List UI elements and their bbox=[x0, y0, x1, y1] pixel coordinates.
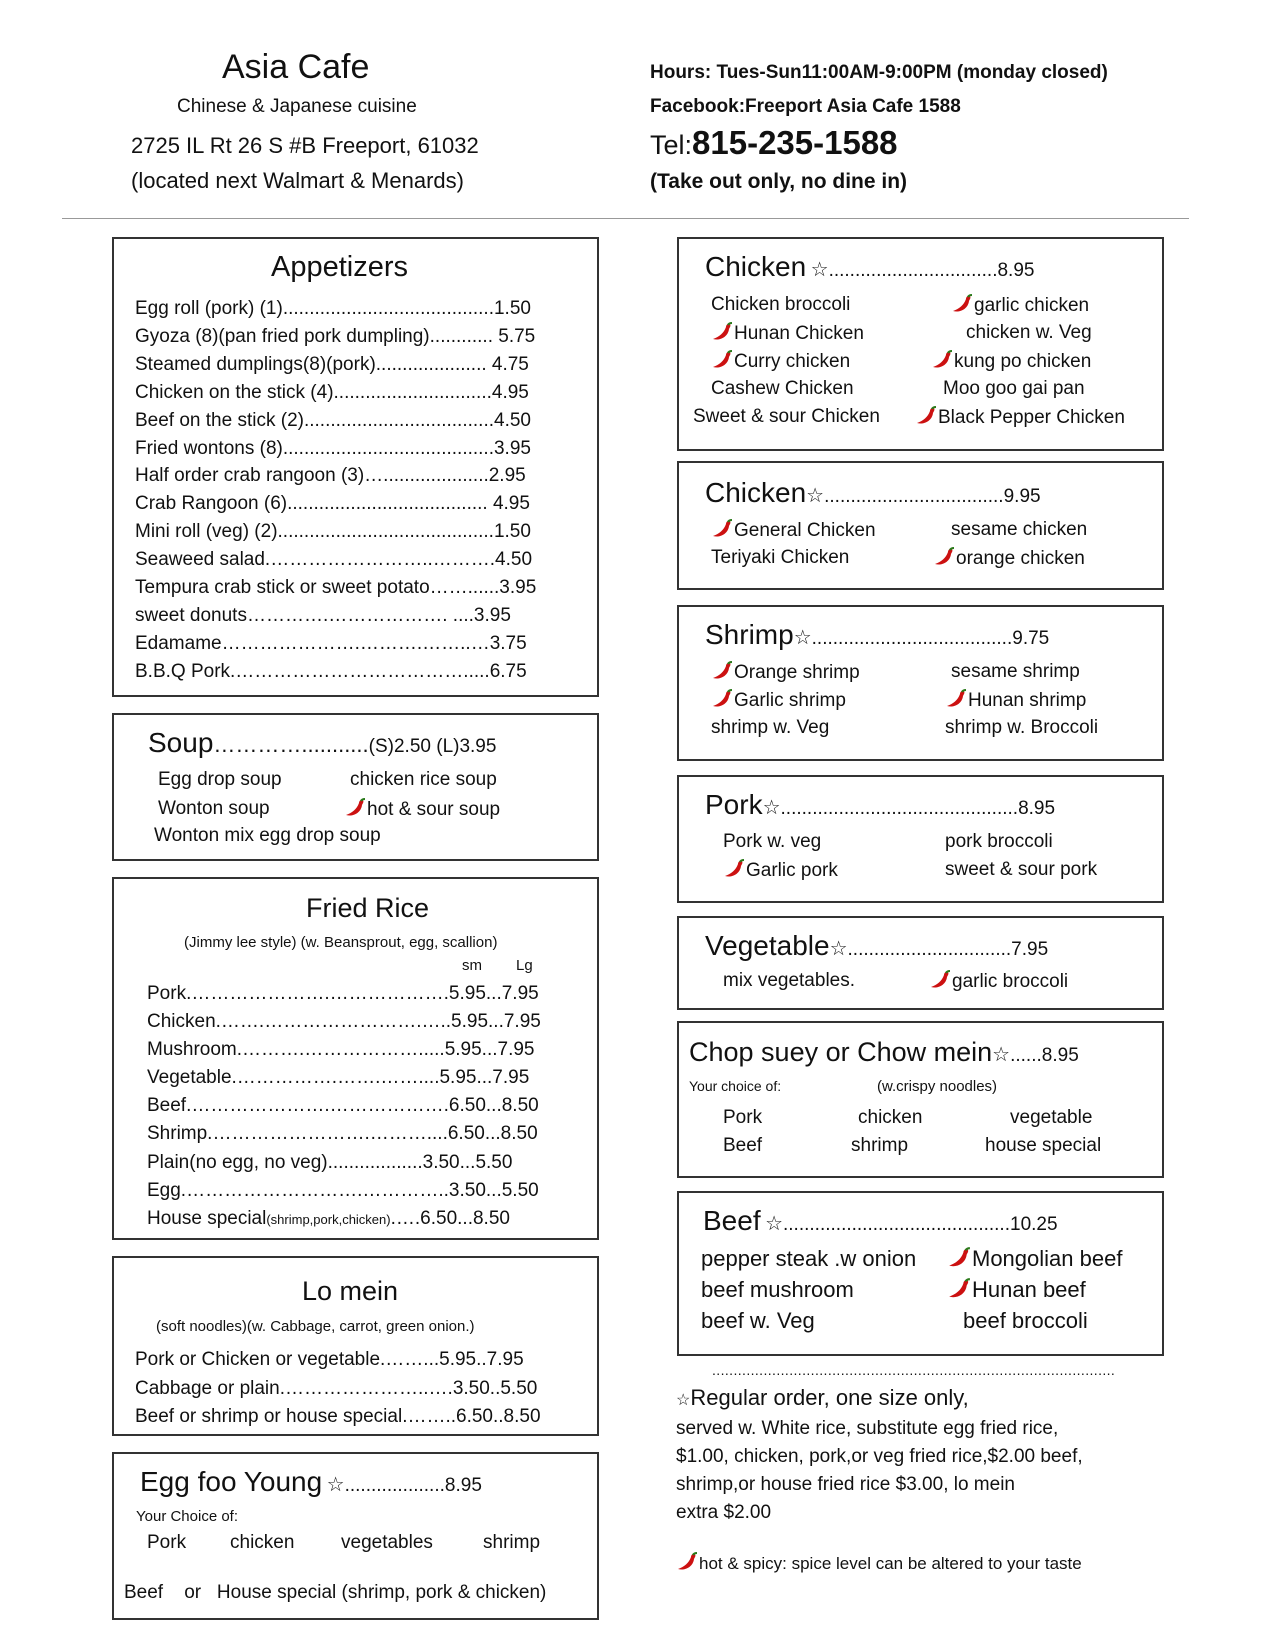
footer-divider: .............................................................................................. bbox=[712, 1362, 1116, 1378]
list-item-label: Garlic pork bbox=[746, 860, 838, 881]
option-item: vegetable bbox=[1010, 1107, 1093, 1128]
spicy-list-item bbox=[945, 689, 1086, 712]
shrimp-heading bbox=[705, 619, 1049, 651]
list-item: beef mushroom bbox=[701, 1277, 854, 1302]
appetizers-box bbox=[112, 237, 599, 697]
spicy-list-item bbox=[915, 406, 1125, 429]
hours-line: Hours: Tues-Sun11:00AM-9:00PM (monday closed) bbox=[650, 62, 1108, 83]
list-item: Tempura crab stick or sweet potato……......3.95 bbox=[135, 577, 537, 599]
spicy-list-item bbox=[711, 689, 846, 712]
chili-pepper-icon bbox=[711, 519, 733, 539]
address-line: 2725 IL Rt 26 S #B Freeport, 61032 bbox=[131, 133, 479, 158]
size-small-label: sm bbox=[462, 957, 482, 974]
pork-dots: ............................................. bbox=[780, 798, 1019, 819]
vegetable-dots: ............................... bbox=[847, 939, 1012, 960]
chop-suey-title: Chop suey or Chow mein bbox=[689, 1037, 993, 1067]
chop-suey-dots: ...... bbox=[1010, 1045, 1042, 1066]
list-item: sweet & sour pork bbox=[945, 859, 1098, 880]
fried-rice-box bbox=[112, 877, 599, 1240]
star-icon: ☆ bbox=[810, 259, 829, 281]
chicken-895-title: Chicken bbox=[705, 251, 807, 282]
shrimp-title: Shrimp bbox=[705, 619, 794, 650]
list-item: beef w. Veg bbox=[701, 1308, 815, 1333]
option-item: vegetables bbox=[341, 1532, 433, 1553]
restaurant-name: Asia Cafe bbox=[222, 48, 370, 86]
list-item-label: Garlic shrimp bbox=[734, 690, 846, 711]
egg-foo-young-dots: ................... bbox=[344, 1475, 445, 1496]
chicken-995-title: Chicken bbox=[705, 477, 807, 508]
chili-pepper-icon bbox=[951, 294, 973, 314]
list-item: Half order crab rangoon (3)…....................2.95 bbox=[135, 465, 526, 487]
list-item-label: kung po chicken bbox=[954, 351, 1092, 372]
chili-pepper-icon bbox=[933, 547, 955, 567]
fried-rice-title: Fried Rice bbox=[306, 893, 430, 923]
egg-foo-young-box bbox=[112, 1452, 599, 1620]
soup-price: (S)2.50 (L)3.95 bbox=[368, 736, 497, 757]
spicy-list-item bbox=[947, 1246, 1122, 1272]
footer-line: shrimp,or house fried rice $3.00, lo mein bbox=[676, 1474, 1015, 1495]
footer-line: served w. White rice, substitute egg fried rice, bbox=[676, 1418, 1059, 1439]
list-item-label: Hunan Chicken bbox=[734, 323, 864, 344]
choice-label: Your choice of: bbox=[689, 1078, 782, 1094]
spicy-list-item bbox=[711, 519, 876, 542]
option-item: shrimp bbox=[851, 1135, 909, 1156]
list-item: Mini roll (veg) (2).........................................1.50 bbox=[135, 521, 531, 543]
vegetable-price: 7.95 bbox=[1011, 939, 1049, 960]
pork-title: Pork bbox=[705, 789, 763, 820]
list-item-label: garlic chicken bbox=[974, 295, 1090, 316]
list-item: Chicken on the stick (4)..............................4.95 bbox=[135, 381, 529, 403]
list-item: Cabbage or plain.…………………..….3.50..5.50 bbox=[135, 1377, 538, 1399]
list-item: Pork w. veg bbox=[723, 831, 822, 852]
vegetable-heading bbox=[705, 930, 1048, 962]
list-item: Beef.………………….……………….6.50...8.50 bbox=[147, 1095, 539, 1117]
list-item-label: Hunan beef bbox=[972, 1277, 1086, 1302]
egg-foo-young-title: Egg foo Young bbox=[140, 1466, 323, 1497]
regular-order-text: Regular order, one size only, bbox=[690, 1385, 969, 1410]
chili-pepper-icon bbox=[711, 661, 733, 681]
list-item: Egg roll (pork) (1)........................................1.50 bbox=[135, 298, 531, 319]
star-icon: ☆ bbox=[992, 1044, 1011, 1066]
list-item: Beef or shrimp or house special.……..6.50..8.50 bbox=[135, 1406, 541, 1427]
chili-pepper-icon bbox=[931, 350, 953, 370]
spicy-legend-text: hot & spicy: spice level can be altered to your taste bbox=[699, 1554, 1082, 1573]
chili-pepper-icon bbox=[676, 1552, 698, 1572]
option-item: Pork bbox=[723, 1107, 763, 1128]
list-item: Pork or Chicken or vegetable.……...5.95..7.95 bbox=[135, 1349, 524, 1370]
list-item: sesame shrimp bbox=[951, 661, 1080, 682]
chili-pepper-icon bbox=[344, 798, 366, 818]
shrimp-dots: ...................................... bbox=[811, 628, 1013, 649]
vegetable-box bbox=[677, 916, 1164, 1010]
option-item: house special bbox=[985, 1135, 1102, 1156]
spicy-list-item bbox=[929, 970, 1068, 993]
chicken-995-box bbox=[677, 461, 1164, 590]
list-item: chicken w. Veg bbox=[966, 322, 1092, 343]
list-item: Seaweed salad.……………………..……….4.50 bbox=[135, 549, 533, 571]
list-item: Chicken broccoli bbox=[711, 294, 851, 315]
chili-pepper-icon bbox=[723, 859, 745, 879]
chicken-895-dots: ................................ bbox=[828, 260, 998, 281]
chop-suey-price: 8.95 bbox=[1041, 1045, 1079, 1066]
list-item: Cashew Chicken bbox=[711, 378, 854, 399]
option-item: shrimp bbox=[483, 1532, 541, 1553]
soup-dots: …………........... bbox=[213, 732, 369, 757]
list-item-label: garlic broccoli bbox=[952, 971, 1069, 992]
spicy-list-item bbox=[723, 859, 838, 882]
list-item: Gyoza (8)(pan fried pork dumpling)............ 5.75 bbox=[135, 325, 536, 347]
list-item: Chicken.…….…………………….…..5.95...7.95 bbox=[147, 1011, 541, 1033]
facebook-line: Facebook:Freeport Asia Cafe 1588 bbox=[650, 96, 961, 117]
list-item-label: orange chicken bbox=[956, 548, 1085, 569]
list-item bbox=[147, 1205, 541, 1234]
list-item: sesame chicken bbox=[951, 519, 1088, 540]
vegetable-title: Vegetable bbox=[705, 930, 830, 961]
list-item: shrimp w. Veg bbox=[711, 717, 830, 738]
option-item: Beef bbox=[723, 1135, 763, 1156]
list-item: chicken rice soup bbox=[350, 769, 497, 790]
chili-pepper-icon bbox=[947, 1278, 971, 1300]
cuisine-line: Chinese & Japanese cuisine bbox=[177, 96, 417, 117]
chili-pepper-icon bbox=[947, 1247, 971, 1269]
list-item: Sweet & sour Chicken bbox=[693, 406, 880, 427]
pork-price: 8.95 bbox=[1018, 798, 1056, 819]
footer-line: $1.00, chicken, pork,or veg fried rice,$2.00 beef, bbox=[676, 1446, 1083, 1467]
regular-order-note bbox=[676, 1385, 969, 1411]
chili-pepper-icon bbox=[711, 350, 733, 370]
takeout-note: (Take out only, no dine in) bbox=[650, 170, 908, 193]
chicken-895-price: 8.95 bbox=[997, 260, 1035, 281]
lo-mein-subtitle: (soft noodles)(w. Cabbage, carrot, green onion.) bbox=[156, 1318, 475, 1335]
phone-line bbox=[650, 124, 898, 162]
soup-box bbox=[112, 713, 599, 861]
spicy-list-item bbox=[344, 798, 500, 821]
list-item-label: Orange shrimp bbox=[734, 662, 860, 683]
list-item: Teriyaki Chicken bbox=[711, 547, 850, 568]
chicken-995-dots: .................................. bbox=[824, 486, 1004, 507]
list-item: Steamed dumplings(8)(pork)..................... 4.75 bbox=[135, 353, 529, 375]
star-icon: ☆ bbox=[765, 1213, 783, 1235]
list-item: Egg drop soup bbox=[158, 769, 282, 790]
list-item-label: Curry chicken bbox=[734, 351, 851, 372]
beef-heading bbox=[703, 1205, 1058, 1237]
spicy-list-item bbox=[931, 350, 1091, 373]
lo-mein-box bbox=[112, 1256, 599, 1436]
location-note: (located next Walmart & Menards) bbox=[131, 168, 464, 193]
list-item: Vegetable.…………….…….……....5.95...7.95 bbox=[147, 1067, 530, 1089]
crispy-noodles-note: (w.crispy noodles) bbox=[877, 1078, 998, 1095]
header-divider bbox=[62, 218, 1189, 219]
fried-rice-list bbox=[147, 980, 541, 1234]
pork-heading bbox=[705, 789, 1055, 821]
star-icon: ☆ bbox=[676, 1392, 691, 1409]
footer-line: extra $2.00 bbox=[676, 1502, 772, 1523]
list-item-label: hot & sour soup bbox=[367, 799, 501, 820]
list-item-label: Hunan shrimp bbox=[968, 690, 1087, 711]
list-item: pepper steak .w onion bbox=[701, 1246, 917, 1271]
option-item: chicken bbox=[230, 1532, 295, 1553]
list-item: mix vegetables. bbox=[723, 970, 856, 991]
list-item: pork broccoli bbox=[945, 831, 1053, 852]
phone-number: 815-235-1588 bbox=[692, 124, 898, 161]
spicy-list-item bbox=[933, 547, 1085, 570]
beef-dots: ........................................... bbox=[783, 1214, 1010, 1235]
list-item: Pork.………………….……………….5.95...7.95 bbox=[147, 983, 539, 1004]
fried-rice-subtitle: (Jimmy lee style) (w. Beansprout, egg, scallion) bbox=[184, 934, 498, 951]
star-icon: ☆ bbox=[829, 938, 848, 960]
list-item: Wonton mix egg drop soup bbox=[154, 825, 381, 846]
list-item: sweet donuts………….………………. ....3.95 bbox=[135, 604, 511, 626]
chicken-995-price: 9.95 bbox=[1003, 486, 1041, 507]
list-item: Plain(no egg, no veg)..................3.50...5.50 bbox=[147, 1151, 513, 1173]
chili-pepper-icon bbox=[915, 406, 937, 426]
chili-pepper-icon bbox=[945, 689, 967, 709]
appetizers-title: Appetizers bbox=[271, 251, 409, 283]
star-icon: ☆ bbox=[326, 1474, 345, 1496]
size-large-label: Lg bbox=[516, 957, 533, 974]
star-icon: ☆ bbox=[762, 797, 781, 819]
beef-title: Beef bbox=[703, 1205, 761, 1236]
chicken-895-heading bbox=[705, 251, 1034, 283]
pork-box bbox=[677, 775, 1164, 903]
list-item: beef broccoli bbox=[963, 1308, 1088, 1333]
list-item: Shrimp.…………………….………....6.50...8.50 bbox=[147, 1123, 538, 1145]
list-item: Egg.……………………….…………..3.50...5.50 bbox=[147, 1179, 539, 1201]
list-item-label: Black Pepper Chicken bbox=[938, 407, 1125, 428]
chili-pepper-icon bbox=[711, 689, 733, 709]
list-item: Beef on the stick (2)....................................4.50 bbox=[135, 409, 531, 431]
house-special-label: House special bbox=[147, 1207, 267, 1229]
list-item: Fried wontons (8)........................................3.95 bbox=[135, 437, 531, 459]
chili-pepper-icon bbox=[711, 322, 733, 342]
soup-heading bbox=[148, 727, 496, 759]
list-item: Edamame………………….……….……..…3.75 bbox=[135, 632, 527, 654]
spicy-legend bbox=[676, 1552, 1082, 1574]
list-item-label: General Chicken bbox=[734, 520, 876, 541]
list-item: B.B.Q Pork.……………………………….....6.75 bbox=[135, 660, 527, 682]
star-icon: ☆ bbox=[806, 485, 825, 507]
list-item: shrimp w. Broccoli bbox=[945, 717, 1099, 738]
list-item: Crab Rangoon (6)...................................... 4.95 bbox=[135, 493, 530, 515]
chicken-895-box bbox=[677, 237, 1164, 451]
list-item: Moo goo gai pan bbox=[943, 378, 1085, 399]
lo-mein-title: Lo mein bbox=[302, 1276, 399, 1306]
star-icon: ☆ bbox=[793, 627, 812, 649]
spicy-list-item bbox=[947, 1277, 1086, 1303]
list-item-label: Mongolian beef bbox=[972, 1246, 1123, 1271]
spicy-list-item bbox=[711, 322, 864, 345]
house-special-price: .….6.50...8.50 bbox=[390, 1207, 510, 1229]
soup-title: Soup bbox=[148, 727, 214, 758]
chop-suey-heading bbox=[689, 1037, 1079, 1068]
house-special-note: (shrimp,pork,chicken) bbox=[266, 1211, 391, 1227]
shrimp-price: 9.75 bbox=[1012, 628, 1050, 649]
appetizers-list bbox=[135, 295, 536, 686]
beef-box bbox=[677, 1191, 1164, 1356]
spicy-list-item bbox=[711, 350, 850, 373]
egg-foo-young-last-line: Beef or House special (shrimp, pork & chicken) bbox=[124, 1582, 547, 1603]
choice-label: Your Choice of: bbox=[136, 1508, 239, 1525]
spicy-list-item bbox=[711, 661, 860, 684]
list-item: Mushroom.……….……………….....5.95...7.95 bbox=[147, 1039, 535, 1061]
option-item: chicken bbox=[858, 1107, 923, 1128]
phone-label: Tel: bbox=[650, 130, 693, 160]
beef-price: 10.25 bbox=[1010, 1214, 1058, 1235]
lo-mein-list bbox=[135, 1346, 541, 1432]
egg-foo-young-price: 8.95 bbox=[444, 1475, 482, 1496]
chili-pepper-icon bbox=[929, 970, 951, 990]
list-item: Wonton soup bbox=[158, 798, 270, 819]
chicken-995-heading bbox=[705, 477, 1041, 509]
spicy-list-item bbox=[951, 294, 1089, 317]
egg-foo-young-heading bbox=[140, 1466, 482, 1498]
chop-suey-box bbox=[677, 1021, 1164, 1178]
shrimp-box bbox=[677, 605, 1164, 761]
option-item: Pork bbox=[147, 1532, 187, 1553]
